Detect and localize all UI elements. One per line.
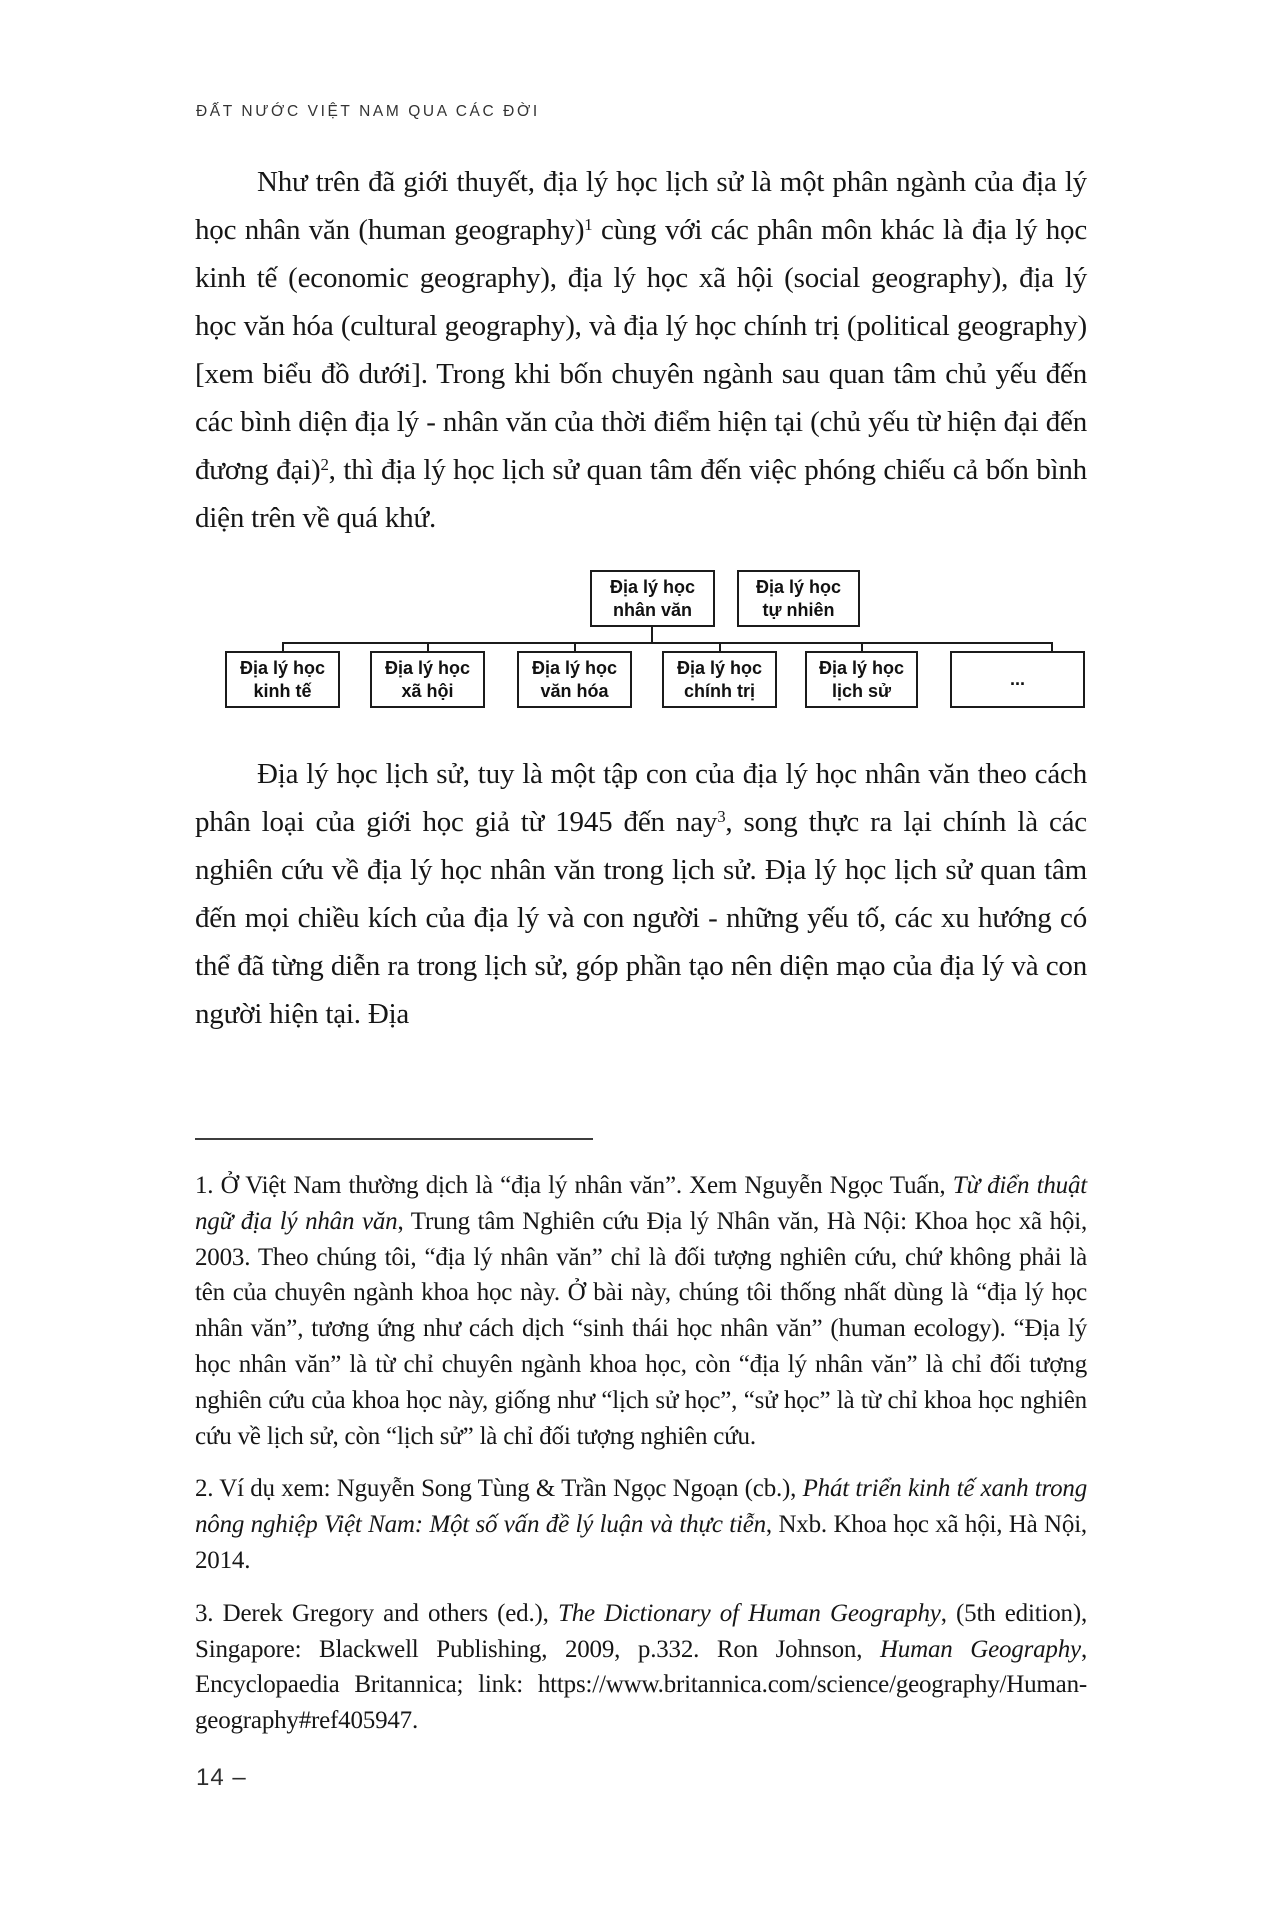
diagram-box-label: kinh tế: [253, 680, 312, 701]
diagram-box-label: lịch sử: [831, 680, 892, 701]
diagram-box-label: văn hóa: [540, 680, 609, 701]
body-paragraph: Địa lý học lịch sử, tuy là một tập con của địa lý học nhân văn theo cách phân loại của giới học giả từ 1945 đến nay$^3$, song thực ra lại chính là các nghiên cứu về địa lý học nhân văn trong lịch sử. Địa lý học lịch sử quan tâm đến mọi chiều kích của địa lý và con người - những yếu tố, các xu hướng có thể đã từng diễn ra trong lịch sử, góp phần tạo nên diện mạo của địa lý và con người hiện tại. Địa: [195, 758, 1087, 1030]
diagram-box: [370, 651, 485, 708]
footnote-separator: [195, 1138, 593, 1140]
main-text-column: [195, 158, 1087, 1038]
diagram-box-label: Địa lý học: [384, 657, 471, 678]
diagram-box-label: Địa lý học: [609, 576, 696, 597]
running-header: ĐẤT NƯỚC VIỆT NAM QUA CÁC ĐỜI: [196, 103, 540, 120]
diagram-box-label: Địa lý học: [239, 657, 326, 678]
footnote: 1. Ở Việt Nam thường dịch là “địa lý nhân văn”. Xem Nguyễn Ngọc Tuấn, Từ điển thuật ngữ địa lý nhân văn, Trung tâm Nghiên cứu Địa lý Nhân văn, Hà Nội: Khoa học xã hội, 2003. Theo chúng tôi, “địa lý nhân văn” chỉ là đối tượng nghiên cứu, chứ không phải là tên của chuyên ngành khoa học này. Ở bài này, chúng tôi thống nhất dùng là “địa lý học nhân văn”, tương ứng như cách dịch “sinh thái học nhân văn” (human ecology). “Địa lý học nhân văn” là từ chỉ chuyên ngành khoa học, còn “địa lý nhân văn” là chỉ đối tượng nghiên cứu của khoa học này, giống như “lịch sử học”, “sử học” là từ chỉ khoa học nghiên cứu về lịch sử, còn “lịch sử” là chỉ đối tượng nghiên cứu.: [195, 1172, 1087, 1450]
diagram-box-label: Địa lý học: [676, 657, 763, 678]
footnote: 3. Derek Gregory and others (ed.), The Dictionary of Human Geography, (5th edition), Singapore: Blackwell Publishing, 2009, p.332. Ron Johnson, Human Geography, Encyclopaedia Britannica; link: https://www.britannica.com/science/geography/Human-geography#ref405947.: [195, 1599, 1087, 1735]
diagram-box: [950, 651, 1085, 708]
footnotes-section: [195, 1138, 1087, 1756]
diagram-box-label: Địa lý học: [531, 657, 618, 678]
diagram-box-label: xã hội: [401, 680, 454, 701]
diagram-box-label: nhân văn: [612, 599, 692, 620]
body-paragraph: Như trên đã giới thuyết, địa lý học lịch sử là một phân ngành của địa lý học nhân văn (human geography)$^1$ cùng với các phân môn khác là địa lý học kinh tế (economic geography), địa lý học xã hội (social geography), địa lý học văn hóa (cultural geography), và địa lý học chính trị (political geography) [xem biểu đồ dưới]. Trong khi bốn chuyên ngành sau quan tâm chủ yếu đến các bình diện địa lý - nhân văn của thời điểm hiện tại (chủ yếu từ hiện đại đến đương đại)$^2$, thì địa lý học lịch sử quan tâm đến việc phóng chiếu cả bốn bình diện trên về quá khứ.: [195, 166, 1087, 534]
connector-line: [282, 642, 1053, 644]
diagram-box: [517, 651, 632, 708]
diagram-box-label: Địa lý học: [818, 657, 905, 678]
diagram-box: [662, 651, 777, 708]
page-number: 14 –: [196, 1764, 247, 1791]
body-paragraphs-top: [195, 158, 1087, 542]
connector-line: [651, 627, 653, 643]
geography-branches-diagram: [195, 570, 1087, 708]
diagram-box: [225, 651, 340, 708]
diagram-box-label: ...: [1009, 669, 1025, 689]
diagram-box: [805, 651, 918, 708]
diagram-box-label: Địa lý học: [755, 576, 842, 597]
body-paragraphs-bottom: [195, 750, 1087, 1038]
footnote: 2. Ví dụ xem: Nguyễn Song Tùng & Trần Ngọc Ngoạn (cb.), Phát triển kinh tế xanh trong nông nghiệp Việt Nam: Một số vấn đề lý luận và thực tiễn, Nxb. Khoa học xã hội, Hà Nội, 2014.: [195, 1475, 1087, 1574]
diagram-box-label: tự nhiên: [762, 599, 835, 620]
diagram-box-label: chính trị: [684, 680, 755, 701]
diagram-box: [737, 570, 860, 627]
diagram-box: [590, 570, 715, 627]
footnote-list: [195, 1168, 1087, 1739]
